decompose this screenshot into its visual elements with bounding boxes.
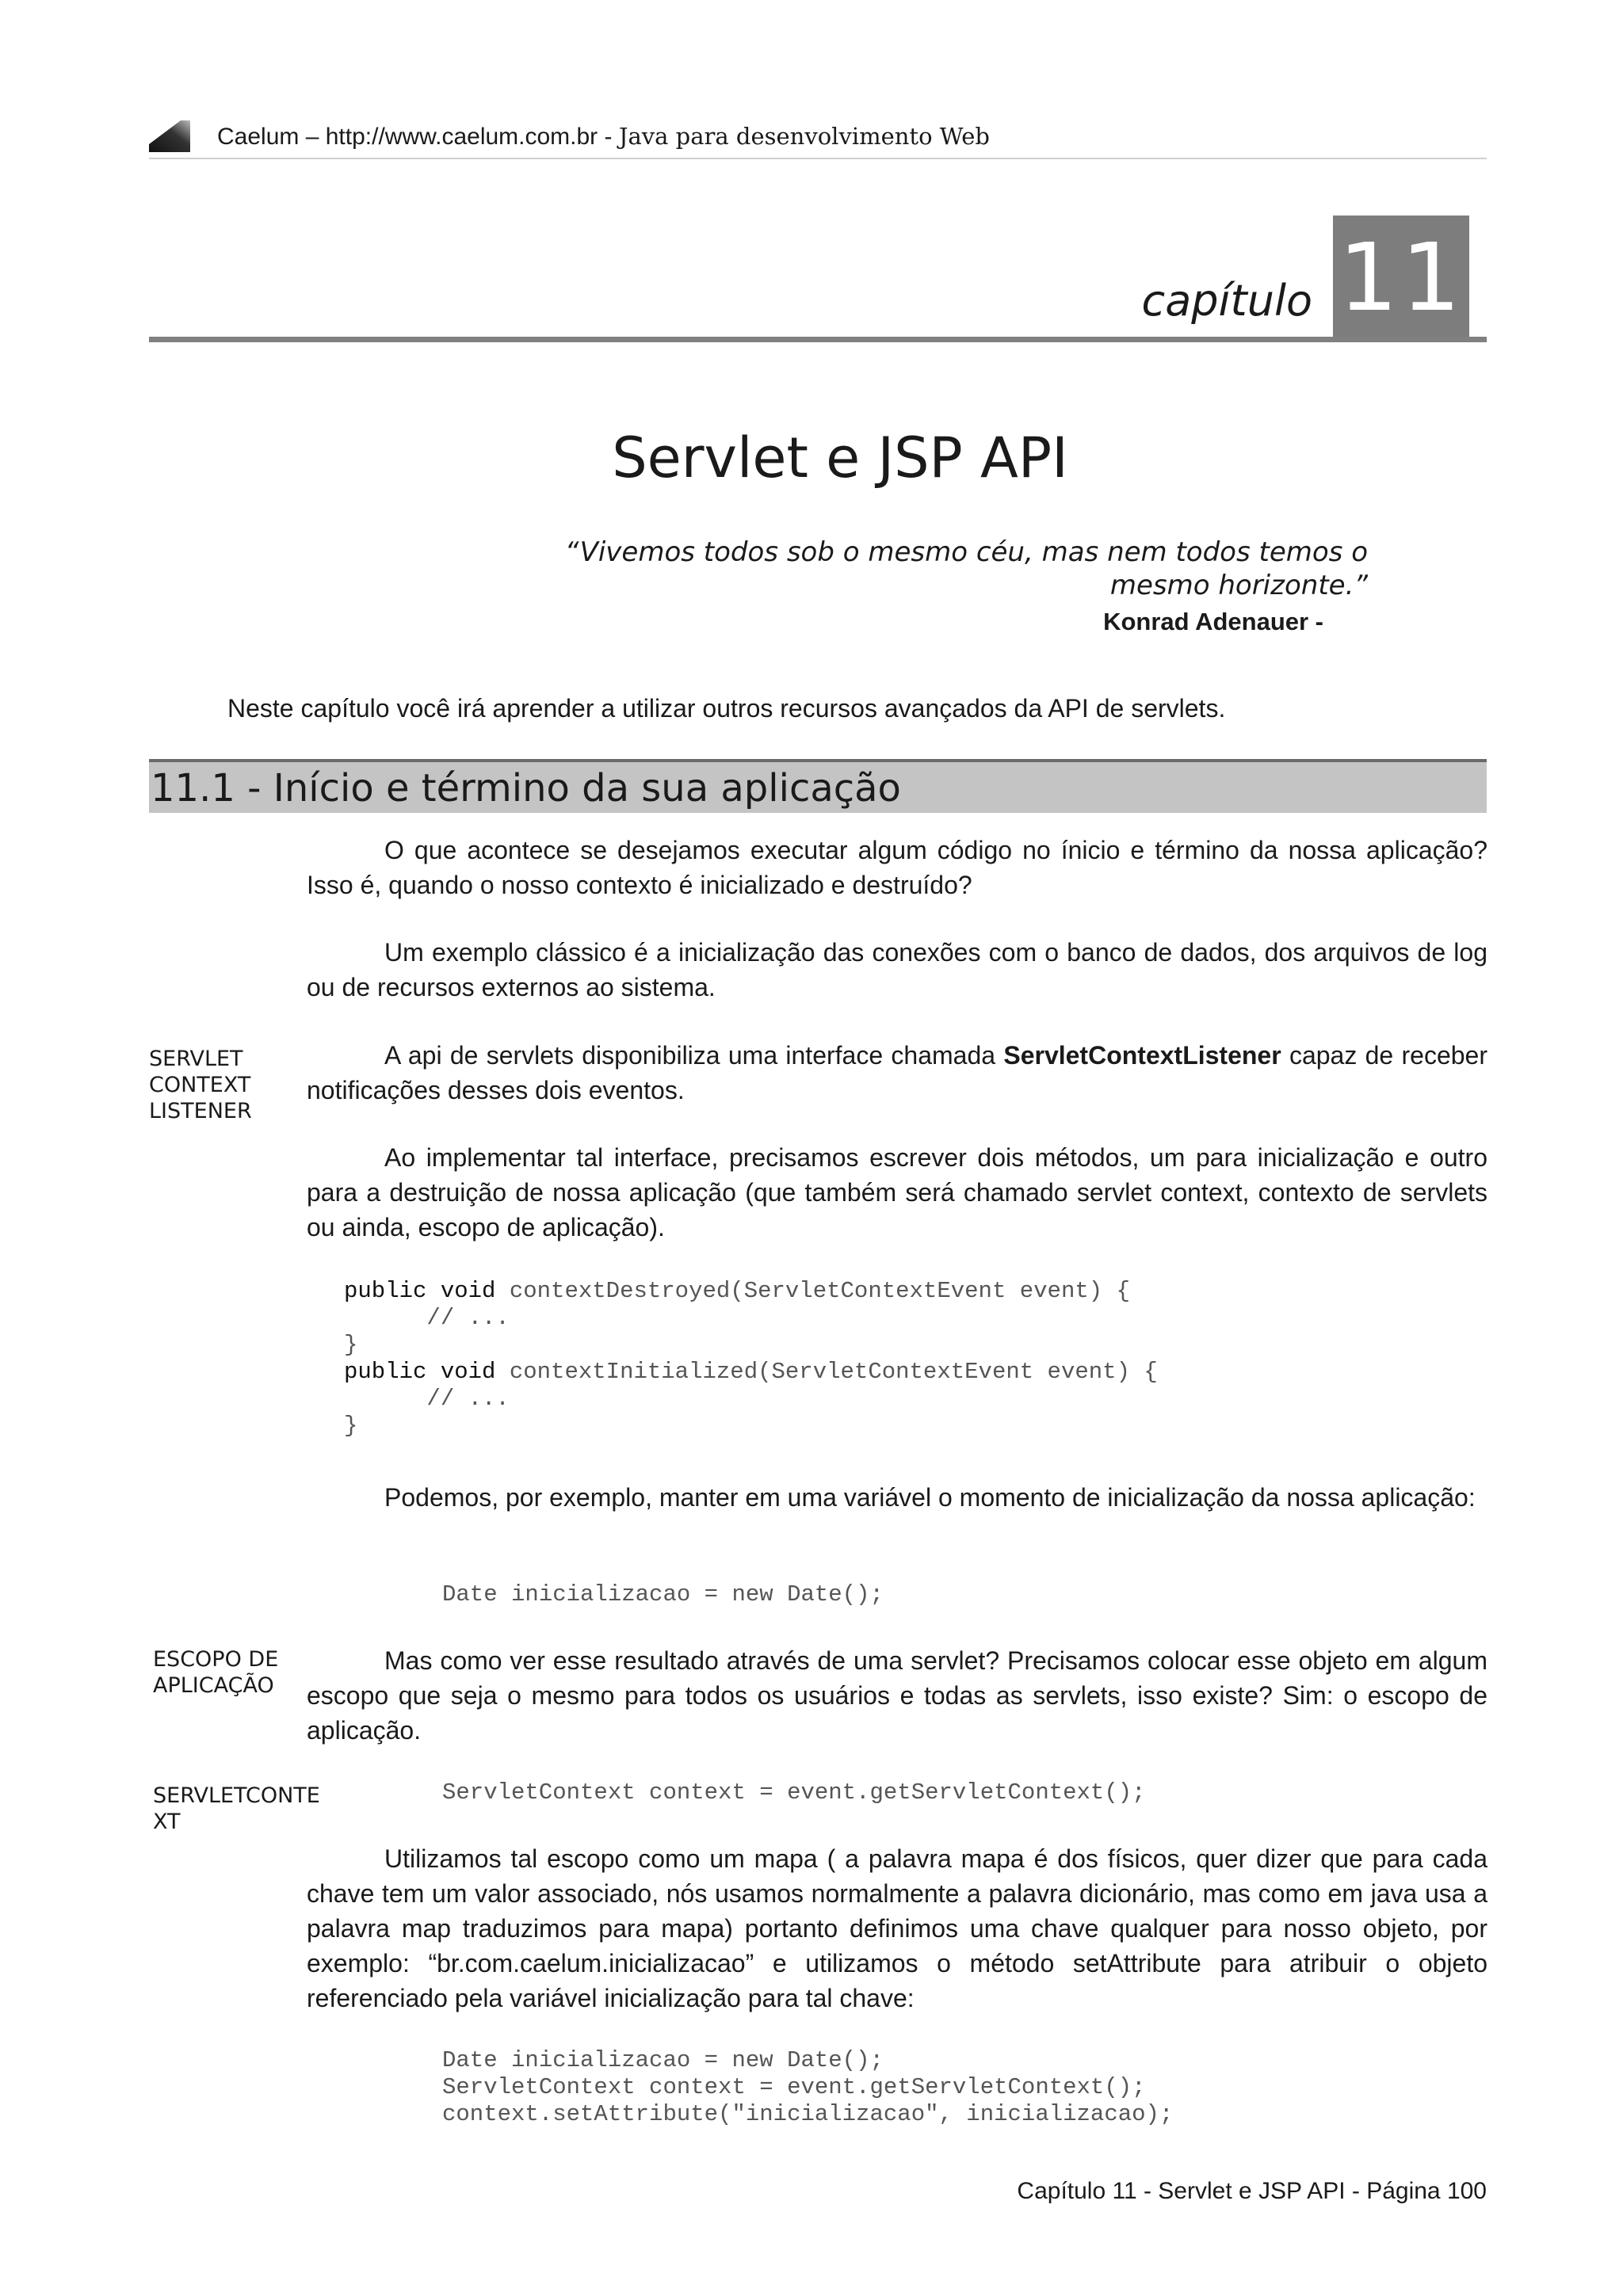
running-header [217, 120, 990, 153]
body-paragraph: Mas como ver esse resultado através de uma servlet? Precisamos colocar esse objeto em algum escopo que seja o mesmo para todos os usuários e todas as servlets, isso existe? Sim: o escopo de aplicação. [307, 1646, 1487, 1745]
code-line: } [344, 1332, 358, 1358]
caelum-logo-icon [149, 120, 190, 152]
code-line: // ... [344, 1386, 510, 1412]
code-line: public void contextDestroyed(ServletContextEvent event) { [344, 1278, 1130, 1304]
code-line: Date inicializacao = new Date(); [442, 2047, 884, 2073]
body-paragraph: Podemos, por exemplo, manter em uma variável o momento de inicialização da nossa aplicação: [384, 1483, 1476, 1512]
body-paragraph: Um exemplo clássico é a inicialização das conexões com o banco de dados, dos arquivos de log ou de recursos externos ao sistema. [307, 938, 1487, 1001]
code-line: context.setAttribute("inicializacao", inicializacao); [442, 2101, 1174, 2127]
code-block: Date inicializacao = new Date(); [442, 1581, 884, 1608]
code-block [344, 1278, 1158, 1440]
code-block: ServletContext context = event.getServletContext(); [442, 1779, 1146, 1806]
code-line: public void contextInitialized(ServletContextEvent event) { [344, 1359, 1158, 1385]
body-paragraph: O que acontece se desejamos executar algum código no ínicio e término da nossa aplicação? Isso é, quando o nosso contexto é inicializado e destruído? [307, 836, 1487, 899]
page-title: Servlet e JSP API [612, 425, 1068, 490]
margin-note: SERVLET CONTEXT LISTENER [149, 1047, 252, 1123]
code-line: // ... [344, 1305, 510, 1331]
chapter-intro: Neste capítulo você irá aprender a utilizar outros recursos avançados da API de servlets. [227, 694, 1226, 723]
chapter-divider [149, 337, 1487, 342]
margin-note: SERVLETCONTE XT [153, 1783, 320, 1834]
epigraph-quote [475, 536, 1368, 602]
code-line: ServletContext context = event.getServletContext(); [442, 2074, 1146, 2100]
header-brand: Caelum – http://www.caelum.com.br - [217, 124, 619, 150]
interface-name: ServletContextListener [1003, 1041, 1281, 1070]
header-course-title: Java para desenvolvimento Web [618, 123, 990, 150]
section-title: 11.1 - Início e término da sua aplicação [151, 766, 901, 810]
epigraph-author: Konrad Adenauer - [1103, 608, 1323, 635]
code-block [442, 2047, 1173, 2128]
body-paragraph: A api de servlets disponibiliza uma interface chamada ServletContextListener capaz de receber notificações desses dois eventos. [307, 1041, 1488, 1104]
chapter-label: capítulo [1141, 276, 1312, 326]
epigraph-line: “Vivemos todos sob o mesmo céu, mas nem todos temos o [564, 536, 1368, 568]
page-footer: Capítulo 11 - Servlet e JSP API - Página 100 [1017, 2178, 1487, 2204]
header-divider [149, 158, 1487, 159]
code-line: } [344, 1413, 358, 1439]
body-paragraph: Utilizamos tal escopo como um mapa ( a palavra mapa é dos físicos, quer dizer que para cada chave tem um valor associado, nós usamos normalmente a palavra dicionário, mas como em java usa a palavra map traduzimos para mapa) portanto definimos uma chave qualquer para nosso objeto, por exemplo: “br.com.caelum.inicializacao” e utilizamos o método setAttribute para atribuir o objeto referenciado pela variável inicialização para tal chave: [307, 1844, 1487, 2012]
margin-note: ESCOPO DE APLICAÇÃO [153, 1647, 279, 1698]
body-paragraph: Ao implementar tal interface, precisamos escrever dois métodos, um para inicialização e outro para a destruição de nossa aplicação (que também será chamado servlet context, contexto de servlets ou ainda, escopo de aplicação). [307, 1143, 1487, 1241]
chapter-number: 11 [1338, 223, 1465, 332]
epigraph-line: mesmo horizonte.” [1109, 570, 1368, 601]
